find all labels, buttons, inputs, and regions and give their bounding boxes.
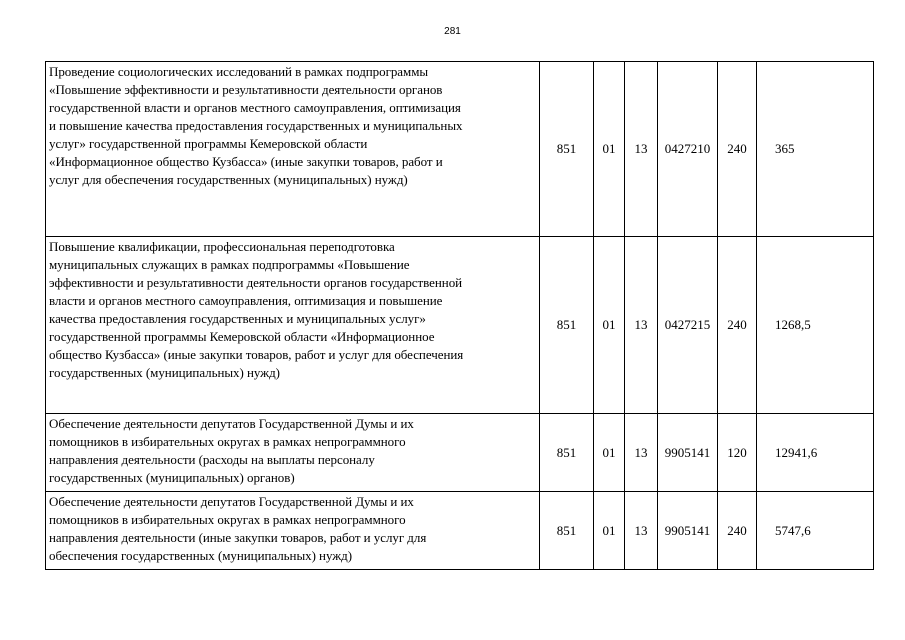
description-line: помощников в избирательных округах в рамках непрограммного xyxy=(49,512,406,527)
ministry-code: 851 xyxy=(540,492,594,570)
subsection-code: 13 xyxy=(625,62,658,237)
amount: 1268,5 xyxy=(757,237,874,414)
description-line: общество Кузбасса» (иные закупки товаров, работ и услуг для обеспечения xyxy=(49,347,464,362)
section-code: 01 xyxy=(594,414,625,492)
table-row xyxy=(46,237,874,414)
ministry-code: 851 xyxy=(540,414,594,492)
description-line: направления деятельности (иные закупки товаров, работ и услуг для xyxy=(49,530,427,545)
target-article-code: 0427215 xyxy=(658,237,718,414)
subsection-code: 13 xyxy=(625,492,658,570)
description-line: и повышение качества предоставления государственных и муниципальных xyxy=(49,118,463,133)
expense-description xyxy=(46,492,540,570)
expense-description xyxy=(46,237,540,414)
expense-type-code: 240 xyxy=(718,237,757,414)
subsection-code: 13 xyxy=(625,237,658,414)
section-code: 01 xyxy=(594,62,625,237)
description-line: Повышение квалификации, профессиональная переподготовка xyxy=(49,239,395,254)
description-line: Обеспечение деятельности депутатов Государственной Думы и их xyxy=(49,494,414,509)
amount: 12941,6 xyxy=(757,414,874,492)
expense-description xyxy=(46,414,540,492)
description-line: эффективности и результативности деятельности органов государственной xyxy=(49,275,463,290)
target-article-code: 9905141 xyxy=(658,492,718,570)
budget-table xyxy=(45,61,874,570)
description-line: Проведение социологических исследований в рамках подпрограммы xyxy=(49,64,429,79)
table-row xyxy=(46,414,874,492)
description-line: Обеспечение деятельности депутатов Государственной Думы и их xyxy=(49,416,414,431)
table-row xyxy=(46,492,874,570)
description-line: качества предоставления государственных и муниципальных услуг» xyxy=(49,311,426,326)
description-line: «Повышение эффективности и результативности деятельности органов xyxy=(49,82,443,97)
subsection-code: 13 xyxy=(625,414,658,492)
description-line: власти и органов местного самоуправления, оптимизация и повышение xyxy=(49,293,443,308)
section-code: 01 xyxy=(594,492,625,570)
description-line: муниципальных служащих в рамках подпрограммы «Повышение xyxy=(49,257,410,272)
section-code: 01 xyxy=(594,237,625,414)
description-line: государственной программы Кемеровской области «Информационное xyxy=(49,329,435,344)
amount: 365 xyxy=(757,62,874,237)
ministry-code: 851 xyxy=(540,237,594,414)
expense-description xyxy=(46,62,540,237)
description-line: услуг для обеспечения государственных (муниципальных) нужд) xyxy=(49,172,408,187)
amount: 5747,6 xyxy=(757,492,874,570)
expense-type-code: 240 xyxy=(718,492,757,570)
expense-type-code: 240 xyxy=(718,62,757,237)
description-line: государственных (муниципальных) органов) xyxy=(49,470,295,485)
target-article-code: 0427210 xyxy=(658,62,718,237)
description-line: направления деятельности (расходы на выплаты персоналу xyxy=(49,452,375,467)
table-row xyxy=(46,62,874,237)
expense-type-code: 120 xyxy=(718,414,757,492)
description-line: услуг» государственной программы Кемеровской области xyxy=(49,136,368,151)
page-number: 281 xyxy=(444,26,461,37)
description-line: обеспечения государственных (муниципальных) нужд) xyxy=(49,548,353,563)
description-line: «Информационное общество Кузбасса» (иные закупки товаров, работ и xyxy=(49,154,443,169)
target-article-code: 9905141 xyxy=(658,414,718,492)
description-line: государственных (муниципальных) нужд) xyxy=(49,365,280,380)
ministry-code: 851 xyxy=(540,62,594,237)
description-line: помощников в избирательных округах в рамках непрограммного xyxy=(49,434,406,449)
description-line: государственной власти и органов местного самоуправления, оптимизация xyxy=(49,100,461,115)
